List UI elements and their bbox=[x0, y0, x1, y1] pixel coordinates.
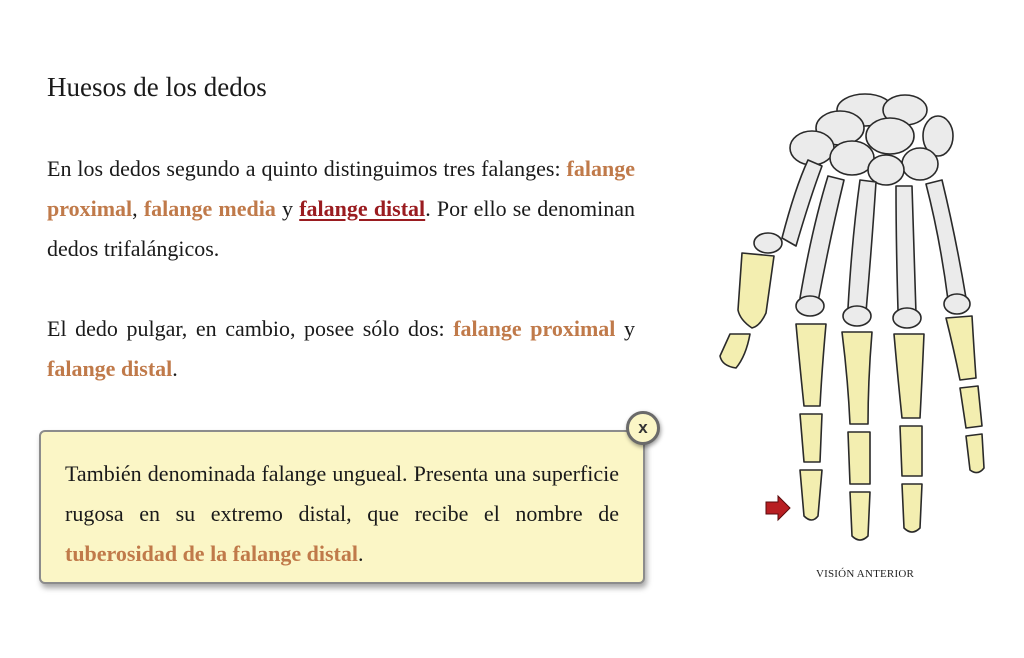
text-segment: . Por ello se denominan dedos trifalángicos. bbox=[47, 196, 635, 261]
metacarpal-bones bbox=[754, 160, 970, 328]
text-segment: y bbox=[275, 196, 300, 221]
popup-text bbox=[65, 454, 619, 574]
page-title: Huesos de los dedos bbox=[47, 72, 267, 102]
text-segment: También denominada falange ungueal. Presenta una superficie rugosa en su extremo distal, que recibe el nombre de bbox=[65, 461, 619, 526]
text-segment: . bbox=[172, 356, 178, 381]
thumb-phalanges bbox=[720, 253, 774, 368]
text-segment: y bbox=[615, 316, 635, 341]
term-link-distal-tuberosity[interactable]: tuberosidad de la falange distal bbox=[65, 541, 358, 566]
term-link-proximal-phalanx[interactable]: falange proximal bbox=[47, 156, 635, 221]
text-segment: En los dedos segundo a quinto distinguimos tres falanges: bbox=[47, 156, 567, 181]
finger-phalanges bbox=[796, 316, 984, 540]
paragraph-fingers bbox=[47, 149, 635, 269]
text-segment: El dedo pulgar, en cambio, posee sólo dos: bbox=[47, 316, 454, 341]
text-segment: . bbox=[357, 541, 364, 566]
term-link-distal-phalanx-active[interactable]: falange distal bbox=[299, 196, 426, 221]
text-segment: , bbox=[132, 196, 144, 221]
definition-popup bbox=[39, 430, 645, 584]
term-link-middle-phalanx[interactable]: falange media bbox=[143, 196, 276, 221]
term-link-thumb-proximal-phalanx[interactable]: falange proximal bbox=[453, 316, 616, 341]
figure-caption: VISIÓN ANTERIOR bbox=[815, 568, 915, 580]
hand-skeleton-figure bbox=[700, 88, 1000, 558]
paragraph-thumb bbox=[47, 309, 635, 389]
arrow-pointer-icon bbox=[766, 496, 790, 520]
popup-close-button[interactable]: x bbox=[626, 411, 660, 445]
term-link-thumb-distal-phalanx[interactable]: falange distal bbox=[47, 356, 173, 381]
